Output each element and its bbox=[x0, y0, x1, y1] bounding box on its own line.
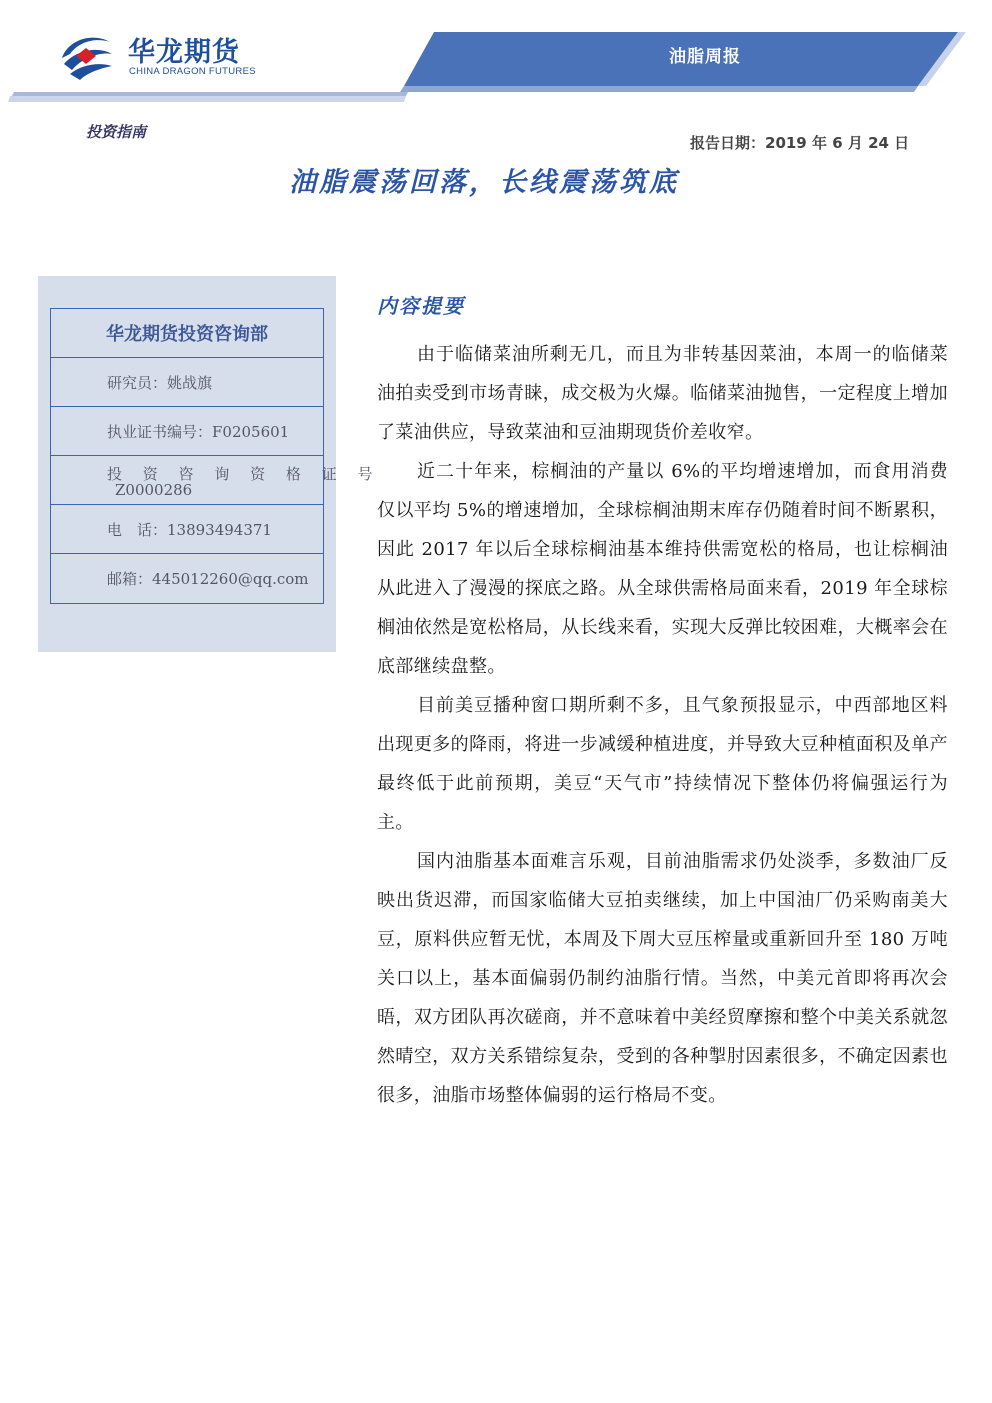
summary-section bbox=[377, 290, 948, 1115]
qualification-number: Z0000286 bbox=[115, 481, 193, 499]
author-sidebar bbox=[38, 276, 381, 652]
report-title: 油脂震荡回落，长线震荡筑底 bbox=[289, 167, 679, 198]
section-tag: 投资指南 bbox=[86, 123, 147, 141]
company-logo-icon bbox=[58, 26, 116, 84]
report-type-label: 油脂周报 bbox=[669, 47, 741, 67]
qualification-info bbox=[51, 456, 381, 505]
summary-paragraph: 由于临储菜油所剩无几，而且为非转基因菜油，本周一的临储菜油拍卖受到市场青睐，成交极为火爆。临储菜油抛售，一定程度上增加了菜油供应，导致菜油和豆油期现货价差收窄。 bbox=[377, 344, 948, 443]
summary-paragraph: 目前美豆播种窗口期所剩不多，且气象预报显示，中西部地区料出现更多的降雨，将进一步减缓种植进度，并导致大豆种植面积及单产最终低于此前预期，美豆“天气市”持续情况下整体仍将偏强运行为主。 bbox=[377, 695, 948, 833]
qualification-label: 投 资 咨 询 资 格 证 号 bbox=[107, 465, 381, 483]
summary-paragraph: 国内油脂基本面难言乐观，目前油脂需求仍处淡季，多数油厂反映出货迟滞，而国家临储大豆拍卖继续，加上中国油厂仍采购南美大豆，原料供应暂无忧，本周及下周大豆压榨量或重新回升至 180 万吨关口以上，基本面偏弱仍制约油脂行情。当然，中美元首即将再次会晤，双方团队再次磋商，并不意味着中美经贸摩擦和整个中美关系就忽然晴空，双方关系错综复杂，受到的各种掣肘因素很多，不确定因素也很多，油脂市场整体偏弱的运行格局不变。 bbox=[377, 851, 948, 1106]
researcher-name: 研究员：姚战旗 bbox=[51, 358, 323, 407]
email-address: 邮箱：445012260@qq.com bbox=[107, 570, 309, 588]
summary-paragraph: 近二十年来，棕榈油的产量以 6%的平均增速增加，而食用消费仅以平均 5%的增速增加，全球棕榈油期末库存仍随着时间不断累积，因此 2017 年以后全球棕榈油基本维持供需宽松的格局，也让棕榈油从此进入了漫漫的探底之路。从全球供需格局面来看，2019 年全球棕榈油依然是宽松格局，从长线来看，实现大反弹比较困难，大概率会在底部继续盘整。 bbox=[377, 461, 948, 677]
logo-english-name: CHINA DRAGON FUTURES bbox=[129, 66, 256, 77]
license-number: 执业证书编号：F0205601 bbox=[51, 407, 323, 456]
report-date: 报告日期：2019 年 6 月 24 日 bbox=[690, 134, 910, 152]
logo-chinese-name: 华龙期货 bbox=[128, 37, 240, 68]
author-info-box bbox=[50, 308, 381, 604]
summary-heading: 内容提要 bbox=[377, 294, 465, 318]
department-name: 华龙期货投资咨询部 bbox=[51, 309, 323, 358]
report-header bbox=[0, 0, 992, 110]
phone-number: 电 话：13893494371 bbox=[51, 505, 323, 554]
